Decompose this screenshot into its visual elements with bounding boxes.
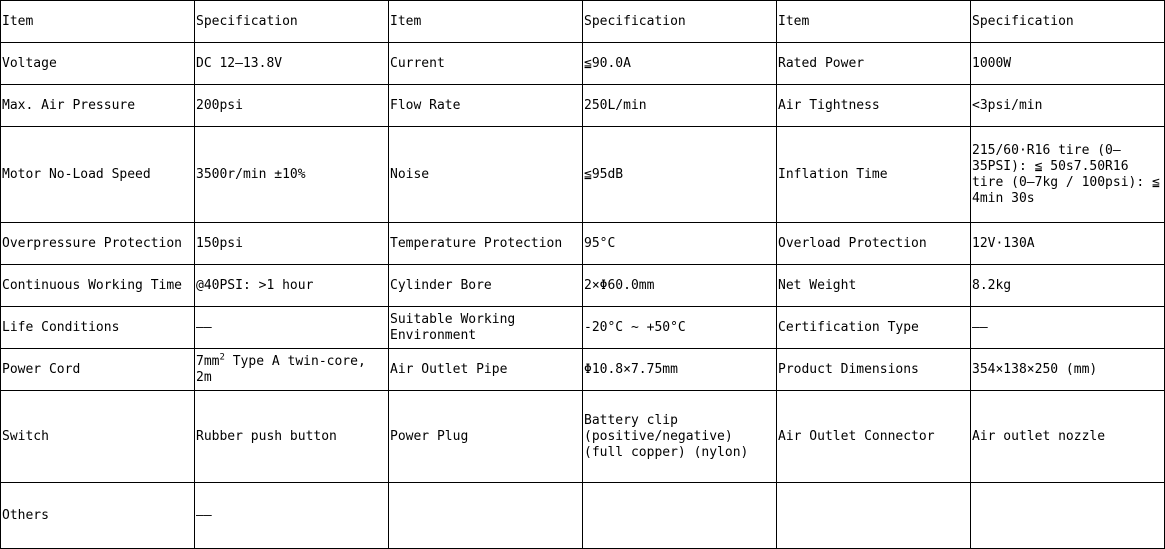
power-cord-unit-exponent: 2 [219,352,225,363]
item-cell: Life Conditions [1,307,195,349]
item-cell: Power Cord [1,349,195,391]
item-cell: Certification Type [777,307,971,349]
item-cell: Noise [389,127,583,223]
table-row [1,483,1165,549]
spec-cell: Rubber push button [195,391,389,483]
spec-cell: Air outlet nozzle [971,391,1165,483]
spec-cell: 12V·130A [971,223,1165,265]
spec-cell: 354×138×250 (mm) [971,349,1165,391]
spec-cell-power-cord [195,349,389,391]
power-cord-size: 7m [196,353,212,369]
power-cord-unit: m [211,353,220,369]
table-row [1,349,1165,391]
item-cell: Overpressure Protection [1,223,195,265]
spec-cell [971,483,1165,549]
item-cell: Power Plug [389,391,583,483]
item-cell: Motor No-Load Speed [1,127,195,223]
item-cell: Voltage [1,43,195,85]
item-cell: Switch [1,391,195,483]
item-cell [389,483,583,549]
spec-cell: 2×Φ60.0mm [583,265,777,307]
item-cell: Air Tightness [777,85,971,127]
item-cell: Cylinder Bore [389,265,583,307]
header-cell: Specification [971,1,1165,43]
item-cell: Product Dimensions [777,349,971,391]
item-cell: Rated Power [777,43,971,85]
header-cell: Item [777,1,971,43]
spec-cell: ≦95dB [583,127,777,223]
item-cell: Net Weight [777,265,971,307]
power-cord-description: Type A twin-core, 2m [196,353,366,385]
header-cell: Item [1,1,195,43]
spec-cell: 8.2kg [971,265,1165,307]
table-row [1,85,1165,127]
spec-cell: ≦90.0A [583,43,777,85]
spec-cell: DC 12–13.8V [195,43,389,85]
header-cell: Specification [195,1,389,43]
item-cell: Flow Rate [389,85,583,127]
item-cell [777,483,971,549]
spec-cell: 3500r/min ±10% [195,127,389,223]
item-cell: Continuous Working Time [1,265,195,307]
item-cell: Air Outlet Connector [777,391,971,483]
spec-cell: @40PSI: >1 hour [195,265,389,307]
spec-cell: Φ10.8×7.75mm [583,349,777,391]
spec-cell: —— [971,307,1165,349]
table-row [1,43,1165,85]
table-row [1,391,1165,483]
table-header-row [1,1,1165,43]
spec-cell: 1000W [971,43,1165,85]
item-cell: Max. Air Pressure [1,85,195,127]
spec-cell: Battery clip (positive/negative) (full copper) (nylon) [583,391,777,483]
spec-cell: 215/60·R16 tire (0–35PSI): ≦ 50s7.50R16 tire (0–7kg / 100psi): ≦ 4min 30s [971,127,1165,223]
header-cell: Item [389,1,583,43]
item-cell: Air Outlet Pipe [389,349,583,391]
spec-cell: 95°C [583,223,777,265]
header-cell: Specification [583,1,777,43]
item-cell: Inflation Time [777,127,971,223]
spec-cell: -20°C ~ +50°C [583,307,777,349]
spec-cell: 250L/min [583,85,777,127]
item-cell: Suitable Working Environment [389,307,583,349]
spec-cell: —— [195,307,389,349]
item-cell: Current [389,43,583,85]
spec-cell: 200psi [195,85,389,127]
item-cell: Temperature Protection [389,223,583,265]
spec-cell: <3psi/min [971,85,1165,127]
item-cell: Overload Protection [777,223,971,265]
spec-cell [583,483,777,549]
table-row [1,265,1165,307]
spec-cell: —— [195,483,389,549]
table-row [1,223,1165,265]
table-row [1,307,1165,349]
table-row [1,127,1165,223]
spec-cell: 150psi [195,223,389,265]
item-cell: Others [1,483,195,549]
